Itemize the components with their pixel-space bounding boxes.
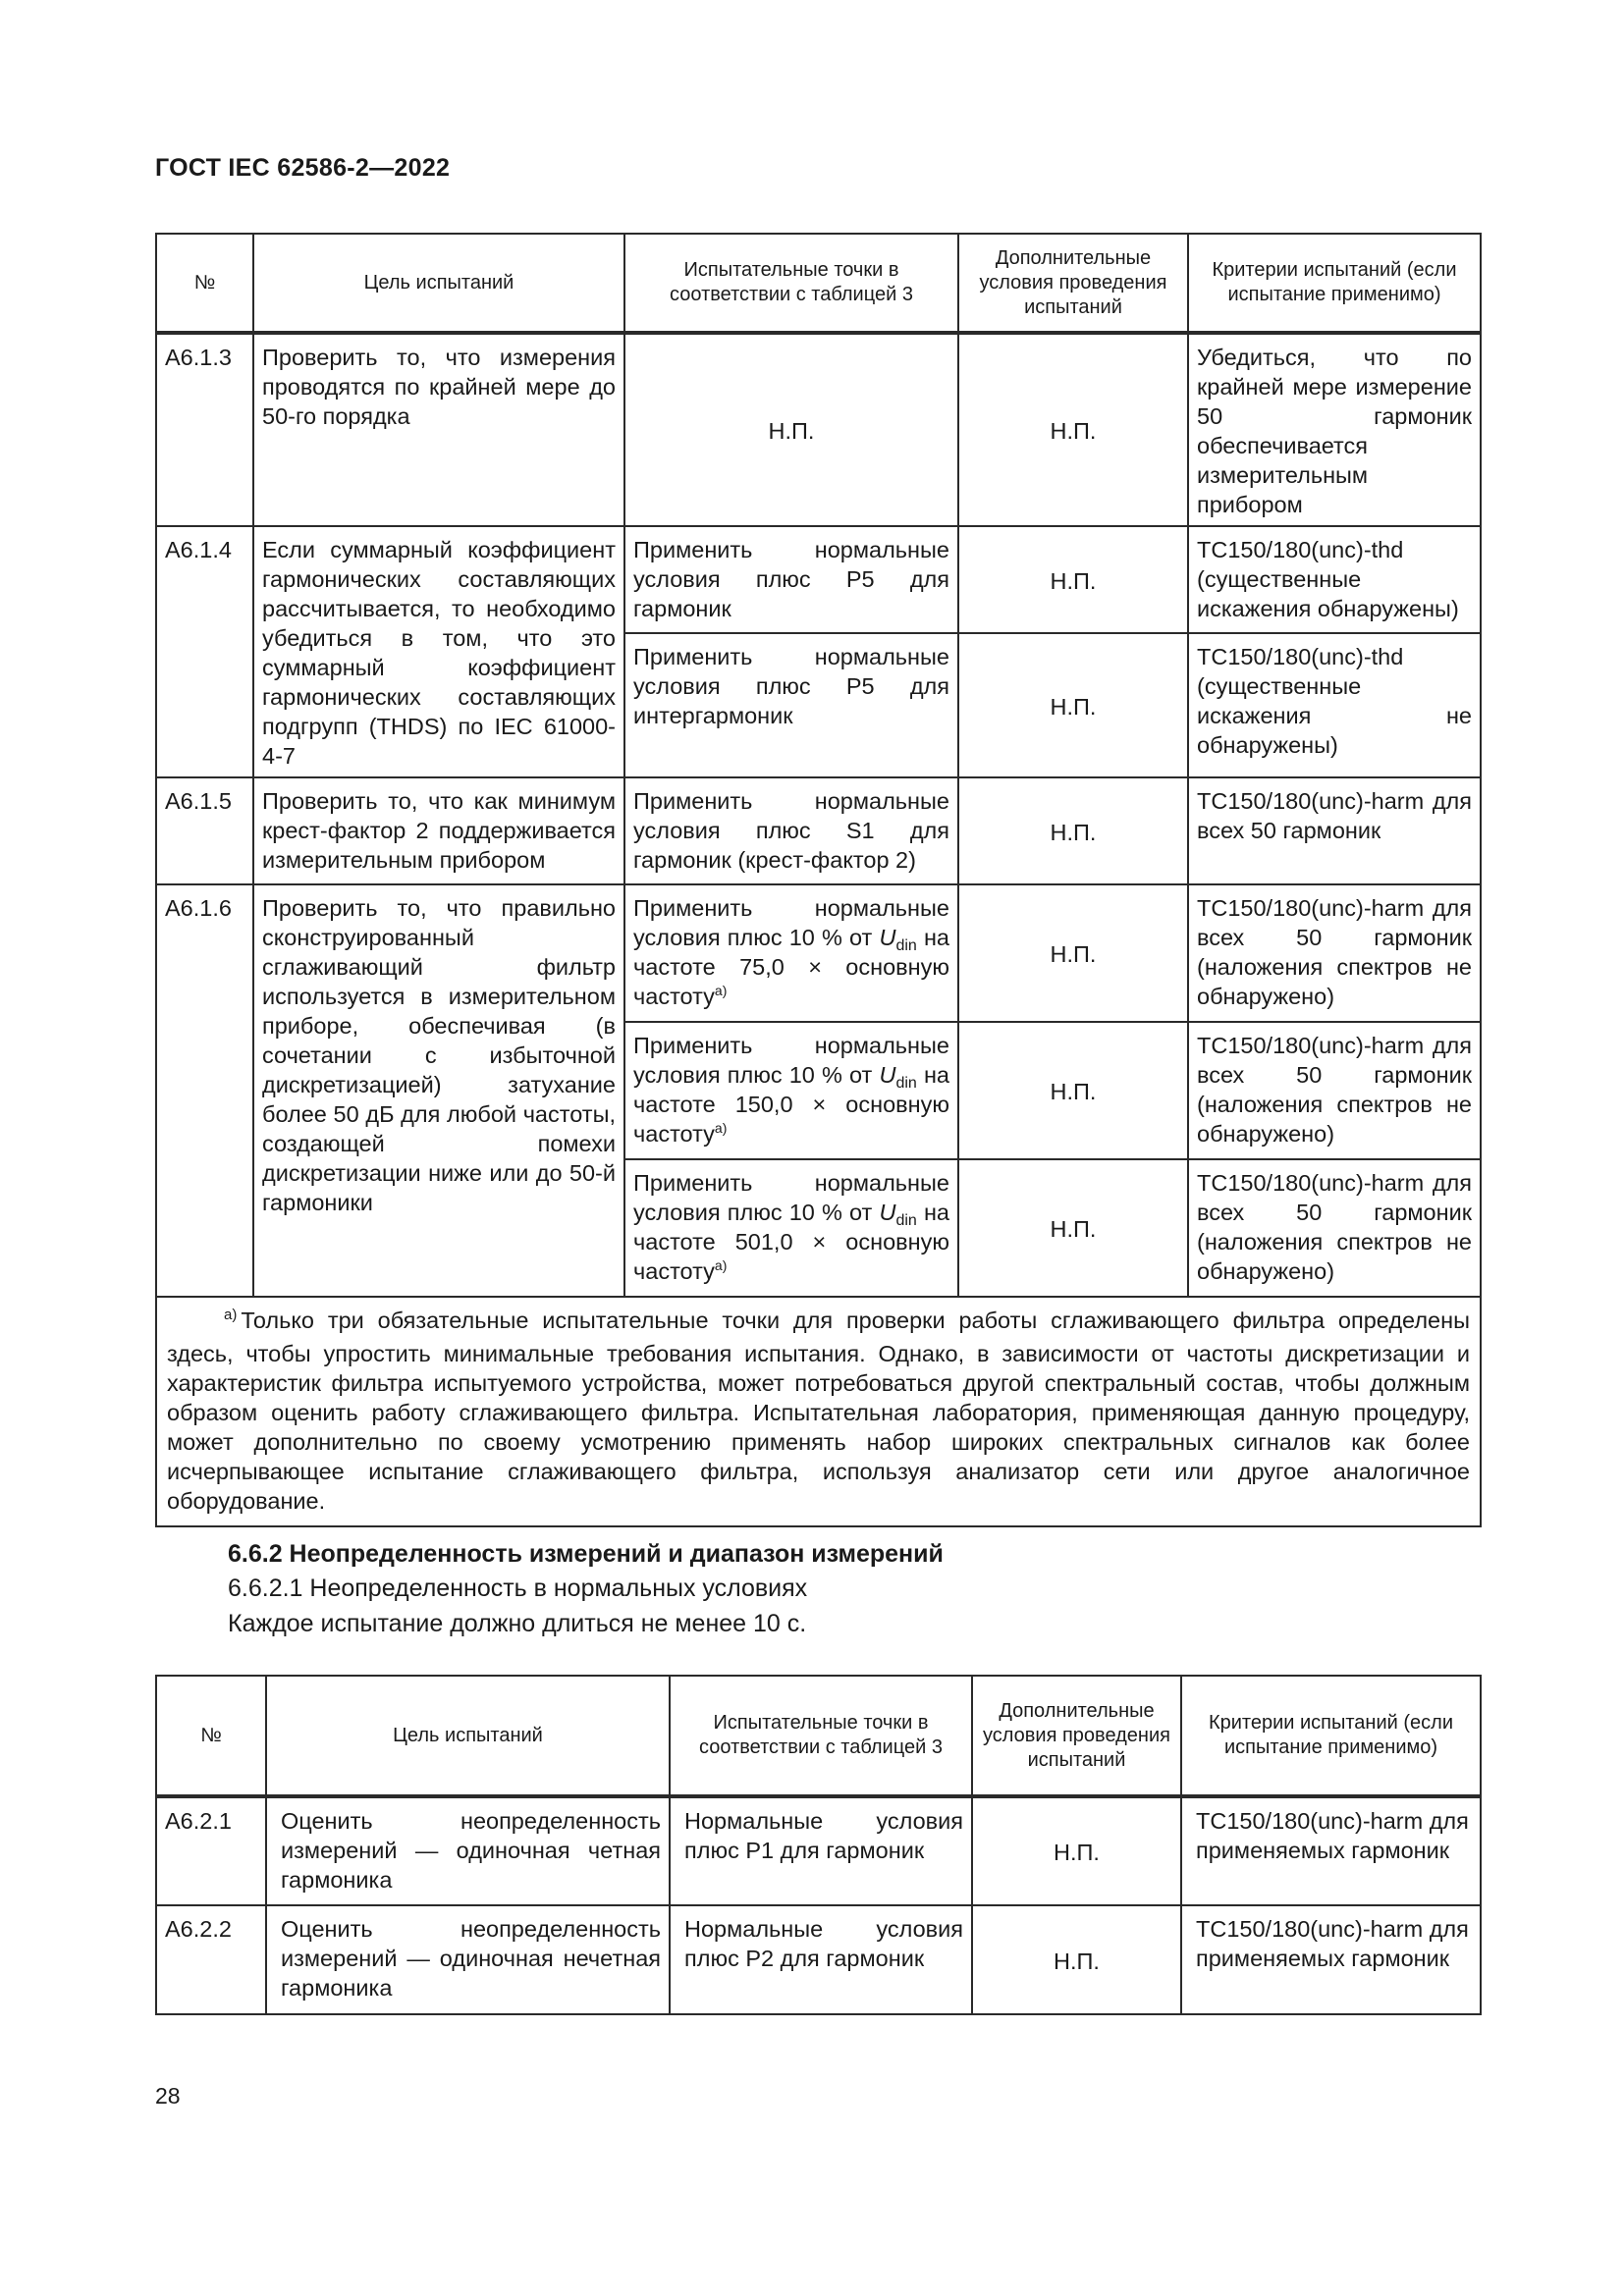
row-test-points: Н.П. [624,333,958,526]
row-extra-conditions: Н.П. [958,884,1188,1022]
row-criteria: TC150/180(unc)-harm для всех 50 гармоник [1188,777,1481,884]
udin-symbol: $U_{din}$ [879,925,917,954]
col-header-extra-conditions: Дополнительные условия проведения испытаний [958,234,1188,333]
row-extra-conditions: Н.П. [972,1905,1181,2014]
row-criteria: Убедиться, что по крайней мере измерение 50 гармоник обеспечивается измерительным прибором [1188,333,1481,526]
row-test-points: Применить нормальные условия плюс S1 для гармоник (крест-фактор 2) [624,777,958,884]
row-extra-conditions: Н.П. [958,333,1188,526]
footnote-ref: а) [714,983,728,998]
table-row [156,333,1481,526]
test-points-text: Применить нормальные условия плюс 10 % от [633,895,949,950]
test-table-uncertainty [155,1675,1482,2015]
row-number: А6.1.6 [156,884,253,1297]
row-extra-conditions: Н.П. [958,1159,1188,1297]
row-goal: Оценить неопределенность измерений — одиночная нечетная гармоника [266,1905,670,2014]
row-number: А6.1.3 [156,333,253,526]
table-header-row [156,234,1481,333]
footnote-text: Только три обязательные испытательные точки для проверки работы сглаживающего фильтра определены здесь, чтобы упростить минимальные требования испытания. Однако, в зависимости от частоты дискретизации и характеристик фильтра испытуемого устройства, может потребоваться другой спектральный состав, чтобы должным образом оценить работу сглаживающего фильтра. Испытательная лаборатория, применяющая данную процедуру, может дополнительно по своему усмотрению применять набор широких спектральных сигналов как более исчерпывающее испытание сглаживающего фильтра, используя анализатор сети или другое аналогичное оборудование. [167,1308,1470,1514]
row-criteria: TC150/180(unc)-harm для всех 50 гармоник (наложения спектров не обнаружено) [1188,1159,1481,1297]
col-header-test-points: Испытательные точки в соответствии с таблицей 3 [624,234,958,333]
table-footnote-row [156,1297,1481,1526]
row-goal: Если суммарный коэффициент гармонических составляющих рассчитывается, то необходимо убедиться в том, что это суммарный коэффициент гармонических составляющих подгрупп (THDS) по IEC 61000-4-7 [253,526,624,777]
row-criteria: TC150/180(unc)-thd (существенные искажения обнаружены) [1188,526,1481,633]
udin-symbol: $U_{din}$ [879,1200,917,1229]
row-number: А6.2.2 [156,1905,266,2014]
row-test-points: Нормальные условия плюс P2 для гармоник [670,1905,972,2014]
footnote-mark: а) [224,1307,238,1323]
row-extra-conditions: Н.П. [958,777,1188,884]
col-header-goal: Цель испытаний [266,1676,670,1796]
table-row [156,1796,1481,1905]
col-header-number: № [156,1676,266,1796]
row-criteria: TC150/180(unc)-harm для всех 50 гармоник (наложения спектров не обнаружено) [1188,1022,1481,1159]
row-goal: Проверить то, что как минимум крест-фактор 2 поддерживается измерительным прибором [253,777,624,884]
row-test-points [624,1159,958,1297]
row-criteria: TC150/180(unc)-harm для всех 50 гармоник (наложения спектров не обнаружено) [1188,884,1481,1022]
col-header-criteria: Критерии испытаний (если испытание применимо) [1188,234,1481,333]
row-extra-conditions: Н.П. [958,526,1188,633]
row-goal: Проверить то, что правильно сконструированный сглаживающий фильтр используется в измерительном приборе, обеспечивая (в сочетании с избыточной дискретизацией) затухание более 50 дБ для любой частоты, создающей помехи дискретизации ниже или до 50-й гармоники [253,884,624,1297]
table-header-row [156,1676,1481,1796]
footnote-ref: а) [714,1120,728,1136]
test-points-text: на частоте 150,0 × основную частоту [633,1062,950,1147]
row-number: А6.2.1 [156,1796,266,1905]
row-extra-conditions: Н.П. [972,1796,1181,1905]
row-goal: Проверить то, что измерения проводятся по крайней мере до 50-го порядка [253,333,624,526]
row-criteria: TC150/180(unc)-harm для применяемых гармоник [1181,1796,1481,1905]
test-points-text: Применить нормальные условия плюс 10 % от [633,1170,949,1225]
section-subheading: 6.6.2.1 Неопределенность в нормальных условиях [228,1575,808,1602]
row-criteria: TC150/180(unc)-harm для применяемых гармоник [1181,1905,1481,2014]
row-test-points: Применить нормальные условия плюс P5 для интергармоник [624,633,958,777]
table-row [156,1905,1481,2014]
row-number: А6.1.4 [156,526,253,777]
row-test-points [624,884,958,1022]
test-table-harmonics [155,233,1482,1527]
col-header-number: № [156,234,253,333]
row-criteria: TC150/180(unc)-thd (существенные искажения не обнаружены) [1188,633,1481,777]
row-extra-conditions: Н.П. [958,633,1188,777]
page-number: 28 [155,2083,181,2109]
row-extra-conditions: Н.П. [958,1022,1188,1159]
table-row [156,777,1481,884]
col-header-goal: Цель испытаний [253,234,624,333]
col-header-test-points: Испытательные точки в соответствии с таблицей 3 [670,1676,972,1796]
row-test-points [624,1022,958,1159]
row-goal: Оценить неопределенность измерений — одиночная четная гармоника [266,1796,670,1905]
row-test-points: Применить нормальные условия плюс P5 для гармоник [624,526,958,633]
test-points-text: Применить нормальные условия плюс 10 % от [633,1033,949,1088]
test-points-text: на частоте 75,0 × основную частоту [633,925,950,1009]
row-number: А6.1.5 [156,777,253,884]
udin-symbol: $U_{din}$ [879,1062,917,1092]
row-test-points: Нормальные условия плюс P1 для гармоник [670,1796,972,1905]
section-heading: 6.6.2 Неопределенность измерений и диапазон измерений [228,1540,944,1568]
col-header-criteria: Критерии испытаний (если испытание применимо) [1181,1676,1481,1796]
document-header: ГОСТ IEC 62586-2—2022 [155,154,451,182]
test-points-text: на частоте 501,0 × основную частоту [633,1200,950,1284]
table-row [156,884,1481,1022]
table-row [156,526,1481,633]
section-paragraph: Каждое испытание должно длиться не менее 10 с. [228,1610,807,1637]
footnote-ref: а) [714,1257,728,1273]
col-header-extra-conditions: Дополнительные условия проведения испытаний [972,1676,1181,1796]
table-footnote [156,1297,1481,1526]
